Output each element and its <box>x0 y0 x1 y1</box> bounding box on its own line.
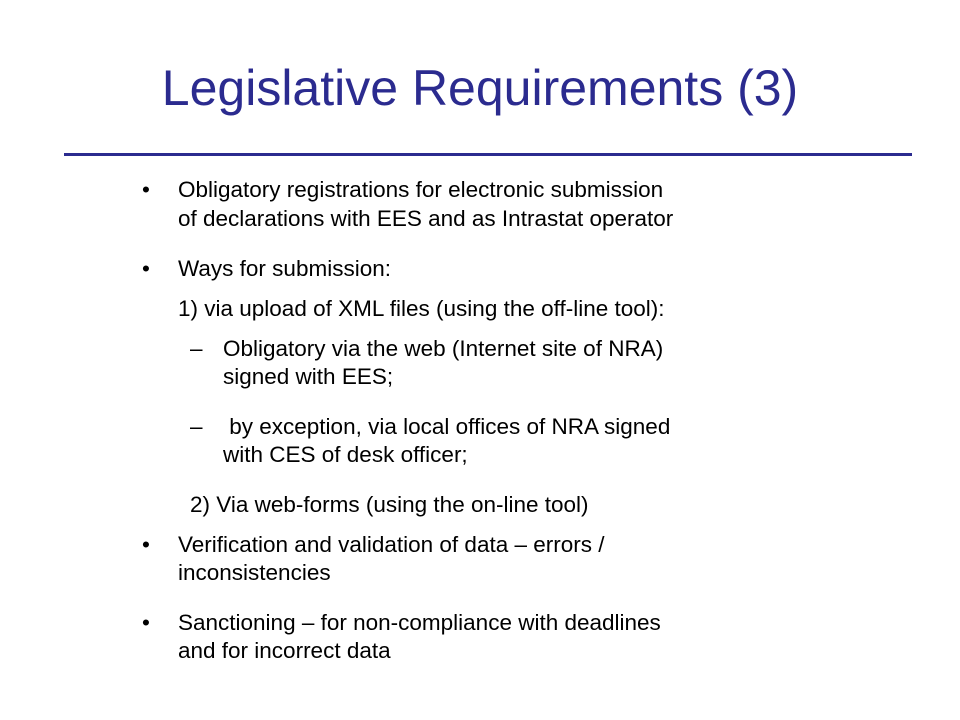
bullet-icon: • <box>142 177 150 202</box>
bullet-icon: • <box>142 256 150 281</box>
bullet-text-line: Sanctioning – for non-compliance with deadlines <box>178 610 661 635</box>
bullet-text-line: Obligatory registrations for electronic submission <box>178 177 664 202</box>
slide-title: Legislative Requirements (3) <box>161 60 799 116</box>
bullet-text-line: Ways for submission: <box>178 256 391 281</box>
dash-text-line: signed with EES; <box>223 364 394 389</box>
bullet-text-line: inconsistencies <box>178 560 331 585</box>
dash-text-line: by exception, via local offices of NRA signed <box>223 414 671 439</box>
dash-text-line: with CES of desk officer; <box>223 442 468 467</box>
numbered-sub-item: 1) via upload of XML files (using the off-line tool): <box>178 296 665 321</box>
bullet-text-line: and for incorrect data <box>178 638 391 663</box>
bullet-icon: • <box>142 610 150 635</box>
numbered-sub-item: 2) Via web-forms (using the on-line tool) <box>190 492 589 517</box>
dash-icon: – <box>190 336 203 361</box>
bullet-text-line: of declarations with EES and as Intrastat operator <box>178 206 674 231</box>
dash-icon: – <box>190 414 203 439</box>
bullet-icon: • <box>142 532 150 557</box>
dash-text-line: Obligatory via the web (Internet site of NRA) <box>223 336 664 361</box>
bullet-text-line: Verification and validation of data – errors / <box>178 532 605 557</box>
